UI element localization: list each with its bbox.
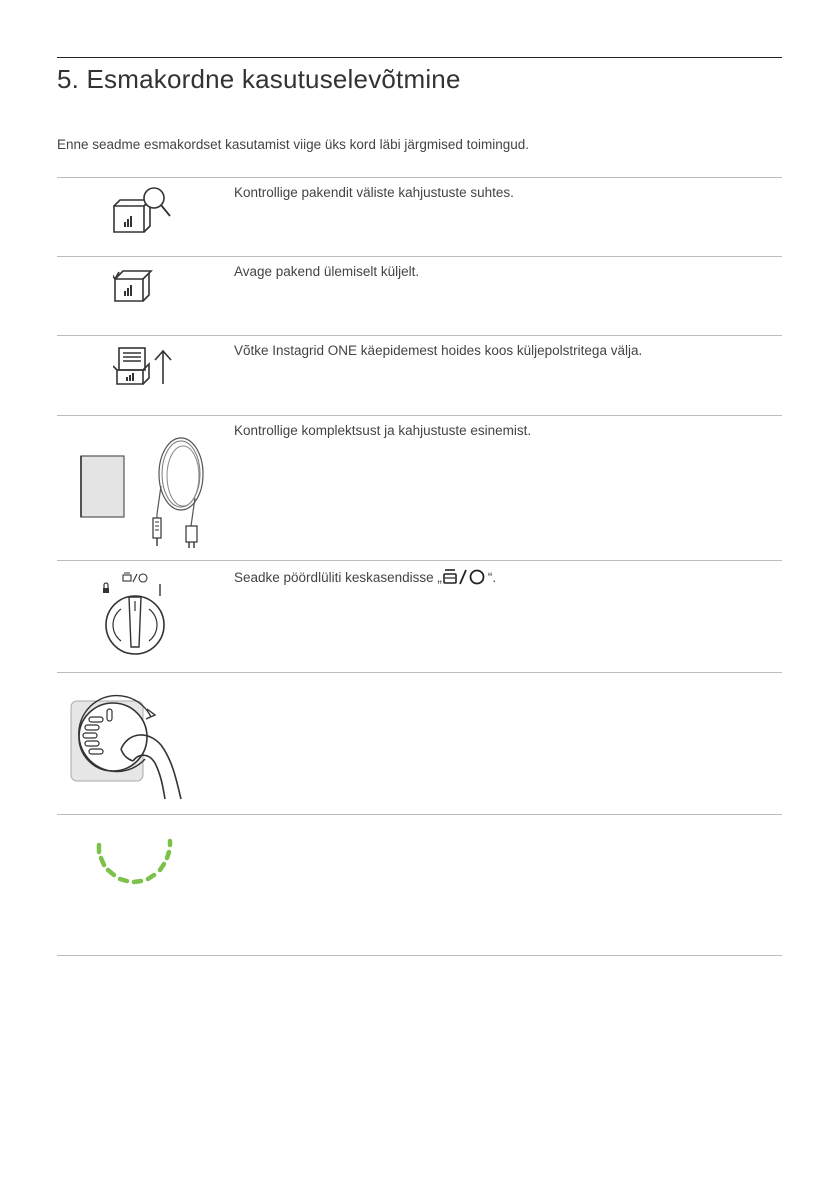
step-text-4: Kontrollige komplektsust ja kahjustuste esinemist.	[234, 423, 532, 438]
step-row-4	[57, 415, 782, 561]
switch-position-symbol-icon	[443, 568, 487, 589]
intro-text: Enne seadme esmakordset kasutamist viige üks kord läbi järgmised toimingud.	[57, 137, 529, 152]
box-magnifier-icon	[57, 178, 227, 257]
step-row-2	[57, 256, 782, 336]
manual-and-cable-icon	[57, 416, 227, 561]
rotary-switch-icon	[57, 561, 227, 673]
step-text-3: Võtke Instagrid ONE käepidemest hoides koos küljepolstritega välja.	[234, 343, 643, 358]
lift-device-icon	[57, 336, 227, 416]
green-led-ring-icon	[57, 815, 227, 956]
step-row-6	[57, 672, 782, 815]
footer-rule	[57, 955, 782, 956]
open-box-icon	[57, 257, 227, 336]
step-row-5	[57, 560, 782, 673]
step-text-5-after: “.	[487, 570, 497, 585]
step-row-3	[57, 335, 782, 416]
step-text-2: Avage pakend ülemiselt küljelt.	[234, 264, 420, 279]
step-row-1	[57, 177, 782, 257]
page-title: 5. Esmakordne kasutuselevõtmine	[57, 64, 461, 94]
plug-rotate-icon	[57, 673, 227, 815]
step-row-7	[57, 814, 782, 956]
step-text-5-before: Seadke pöördlüliti keskasendisse „	[234, 570, 442, 585]
step-text-1: Kontrollige pakendit väliste kahjustuste suhtes.	[234, 185, 514, 200]
step-text-5	[234, 568, 496, 589]
header-rule	[57, 57, 782, 58]
